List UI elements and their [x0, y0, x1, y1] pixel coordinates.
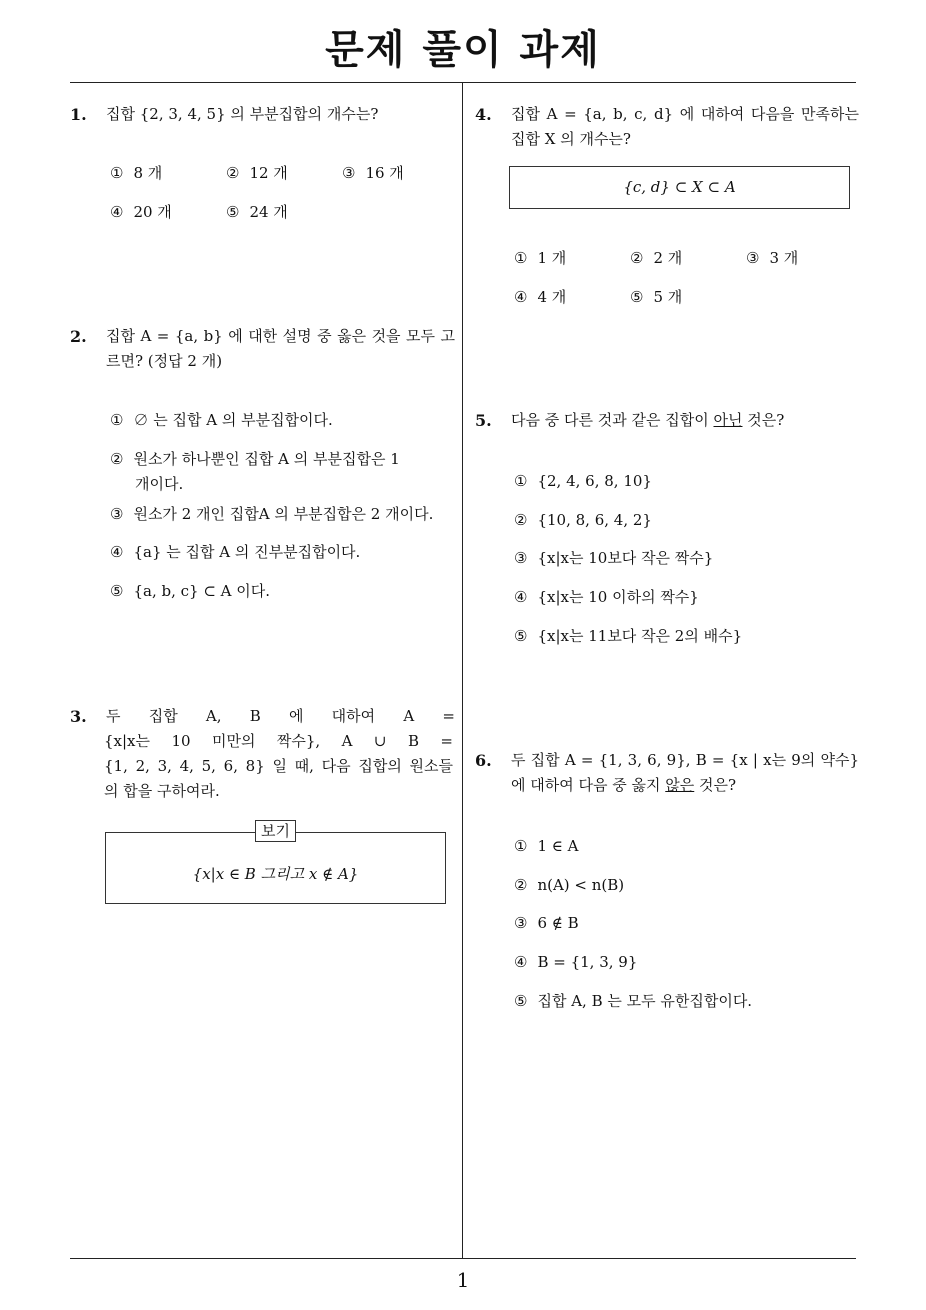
option-text: 12 개: [249, 164, 288, 182]
option-2[interactable]: ② 2 개: [630, 249, 683, 267]
question-number: 1.: [70, 105, 87, 124]
option-2[interactable]: ② n(A) < n(B): [514, 876, 625, 894]
bottom-rule: [70, 1258, 856, 1259]
option-3[interactable]: ③ 16 개: [342, 164, 404, 182]
question-text-line: 집합 X 의 개수는?: [511, 130, 631, 148]
condition-content: {c, d} ⊂ X ⊂ A: [623, 178, 736, 196]
option-text: {2, 4, 6, 8, 10}: [537, 472, 652, 490]
option-text: 24 개: [249, 203, 288, 221]
option-text: ∅ 는 집합 A 의 부분집합이다.: [133, 411, 333, 429]
option-text: 집합 A, B 는 모두 유한집합이다.: [537, 992, 753, 1010]
option-text-continued: 개이다.: [135, 475, 184, 493]
option-4[interactable]: ④ 4 개: [514, 288, 567, 306]
option-2[interactable]: ② 12 개: [226, 164, 288, 182]
option-text: n(A) < n(B): [537, 876, 625, 894]
question-text-line: 두 집합 A = {1, 3, 6, 9}, B = {x | x는 9의 약수}: [511, 751, 859, 769]
option-text: 16 개: [365, 164, 404, 182]
option-text: 8 개: [133, 164, 163, 182]
option-2[interactable]: ② 원소가 하나뿐인 집합 A 의 부분집합은 1 개이다.: [110, 450, 400, 493]
option-5[interactable]: ⑤ 24 개: [226, 203, 288, 221]
option-1[interactable]: ① {2, 4, 6, 8, 10}: [514, 472, 652, 490]
option-text: {a} 는 집합 A 의 진부분집합이다.: [133, 543, 361, 561]
option-3[interactable]: ③ {x|x는 10보다 작은 짝수}: [514, 549, 714, 567]
option-4[interactable]: ④ {a} 는 집합 A 의 진부분집합이다.: [110, 543, 361, 561]
option-2[interactable]: ② {10, 8, 6, 4, 2}: [514, 511, 652, 529]
option-1[interactable]: ① 1 개: [514, 249, 567, 267]
option-text: 원소가 2 개인 집합A 의 부분집합은 2 개이다.: [133, 505, 434, 523]
option-text: 1 ∈ A: [537, 837, 579, 855]
option-text: 1 개: [537, 249, 567, 267]
option-text: 4 개: [537, 288, 567, 306]
option-text: 5 개: [653, 288, 683, 306]
option-4[interactable]: ④ 20 개: [110, 203, 172, 221]
option-text: 원소가 하나뿐인 집합 A 의 부분집합은 1: [133, 450, 400, 468]
question-number: 5.: [475, 411, 492, 430]
option-5[interactable]: ⑤ {a, b, c} ⊂ A 이다.: [110, 582, 271, 600]
example-box: [105, 832, 446, 904]
option-text: {a, b, c} ⊂ A 이다.: [133, 582, 271, 600]
question-number: 3.: [70, 707, 87, 726]
option-1[interactable]: ① 1 ∈ A: [514, 837, 579, 855]
question-text-line: {x|x는 10 미만의 짝수}, A ∪ B =: [104, 732, 453, 750]
option-text: B = {1, 3, 9}: [537, 953, 638, 971]
option-3[interactable]: ③ 3 개: [746, 249, 799, 267]
option-3[interactable]: ③ 6 ∉ B: [514, 914, 579, 932]
column-divider: [462, 83, 463, 1258]
top-rule: [70, 82, 856, 83]
question-number: 6.: [475, 751, 492, 770]
example-box-label: 보기: [255, 820, 296, 842]
question-text-line: 집합 A = {a, b} 에 대한 설명 중 옳은 것을 모두 고: [106, 327, 455, 345]
option-5[interactable]: ⑤ {x|x는 11보다 작은 2의 배수}: [514, 627, 743, 645]
question-text-line: 집합 A = {a, b, c, d} 에 대하여 다음을 만족하는: [511, 105, 859, 123]
question-text: 다음 중 다른 것과 같은 집합이: [511, 411, 714, 429]
question-number: 2.: [70, 327, 87, 346]
question-text-line: 르면? (정답 2 개): [106, 352, 223, 370]
question-text: 것은?: [742, 411, 785, 429]
page-number: 1: [456, 1268, 470, 1292]
option-text: 6 ∉ B: [537, 914, 579, 932]
question-text-line: 의 합을 구하여라.: [104, 782, 220, 800]
example-content: {x|x ∈ B 그리고 x ∉ A}: [192, 865, 359, 883]
option-text: 2 개: [653, 249, 683, 267]
question-number: 4.: [475, 105, 492, 124]
option-4[interactable]: ④ {x|x는 10 이하의 짝수}: [514, 588, 699, 606]
option-1[interactable]: ① 8 개: [110, 164, 163, 182]
page-title: 문제 풀이 과제: [325, 27, 601, 73]
question-text: 에 대하여 다음 중 옳지: [511, 776, 666, 794]
option-5[interactable]: ⑤ 5 개: [630, 288, 683, 306]
option-text: 3 개: [769, 249, 799, 267]
option-3[interactable]: ③ 원소가 2 개인 집합A 의 부분집합은 2 개이다.: [110, 505, 434, 523]
option-1[interactable]: ① ∅ 는 집합 A 의 부분집합이다.: [110, 411, 333, 429]
option-text: {10, 8, 6, 4, 2}: [537, 511, 652, 529]
question-text: 집합 {2, 3, 4, 5} 의 부분집합의 개수는?: [106, 105, 379, 123]
option-5[interactable]: ⑤ 집합 A, B 는 모두 유한집합이다.: [514, 992, 753, 1010]
underlined-keyword: 않은: [665, 776, 695, 794]
underlined-keyword: 아닌: [713, 411, 743, 429]
question-text: 것은?: [694, 776, 737, 794]
condition-box: [509, 166, 850, 209]
option-text: {x|x는 10보다 작은 짝수}: [537, 549, 714, 567]
option-text: 20 개: [133, 203, 172, 221]
option-text: {x|x는 10 이하의 짝수}: [537, 588, 699, 606]
question-text-line: 두 집합 A, B 에 대하여 A =: [106, 707, 455, 725]
question-text-line: {1, 2, 3, 4, 5, 6, 8} 일 때, 다음 집합의 원소들: [104, 757, 453, 775]
option-text: {x|x는 11보다 작은 2의 배수}: [537, 627, 743, 645]
option-4[interactable]: ④ B = {1, 3, 9}: [514, 953, 638, 971]
